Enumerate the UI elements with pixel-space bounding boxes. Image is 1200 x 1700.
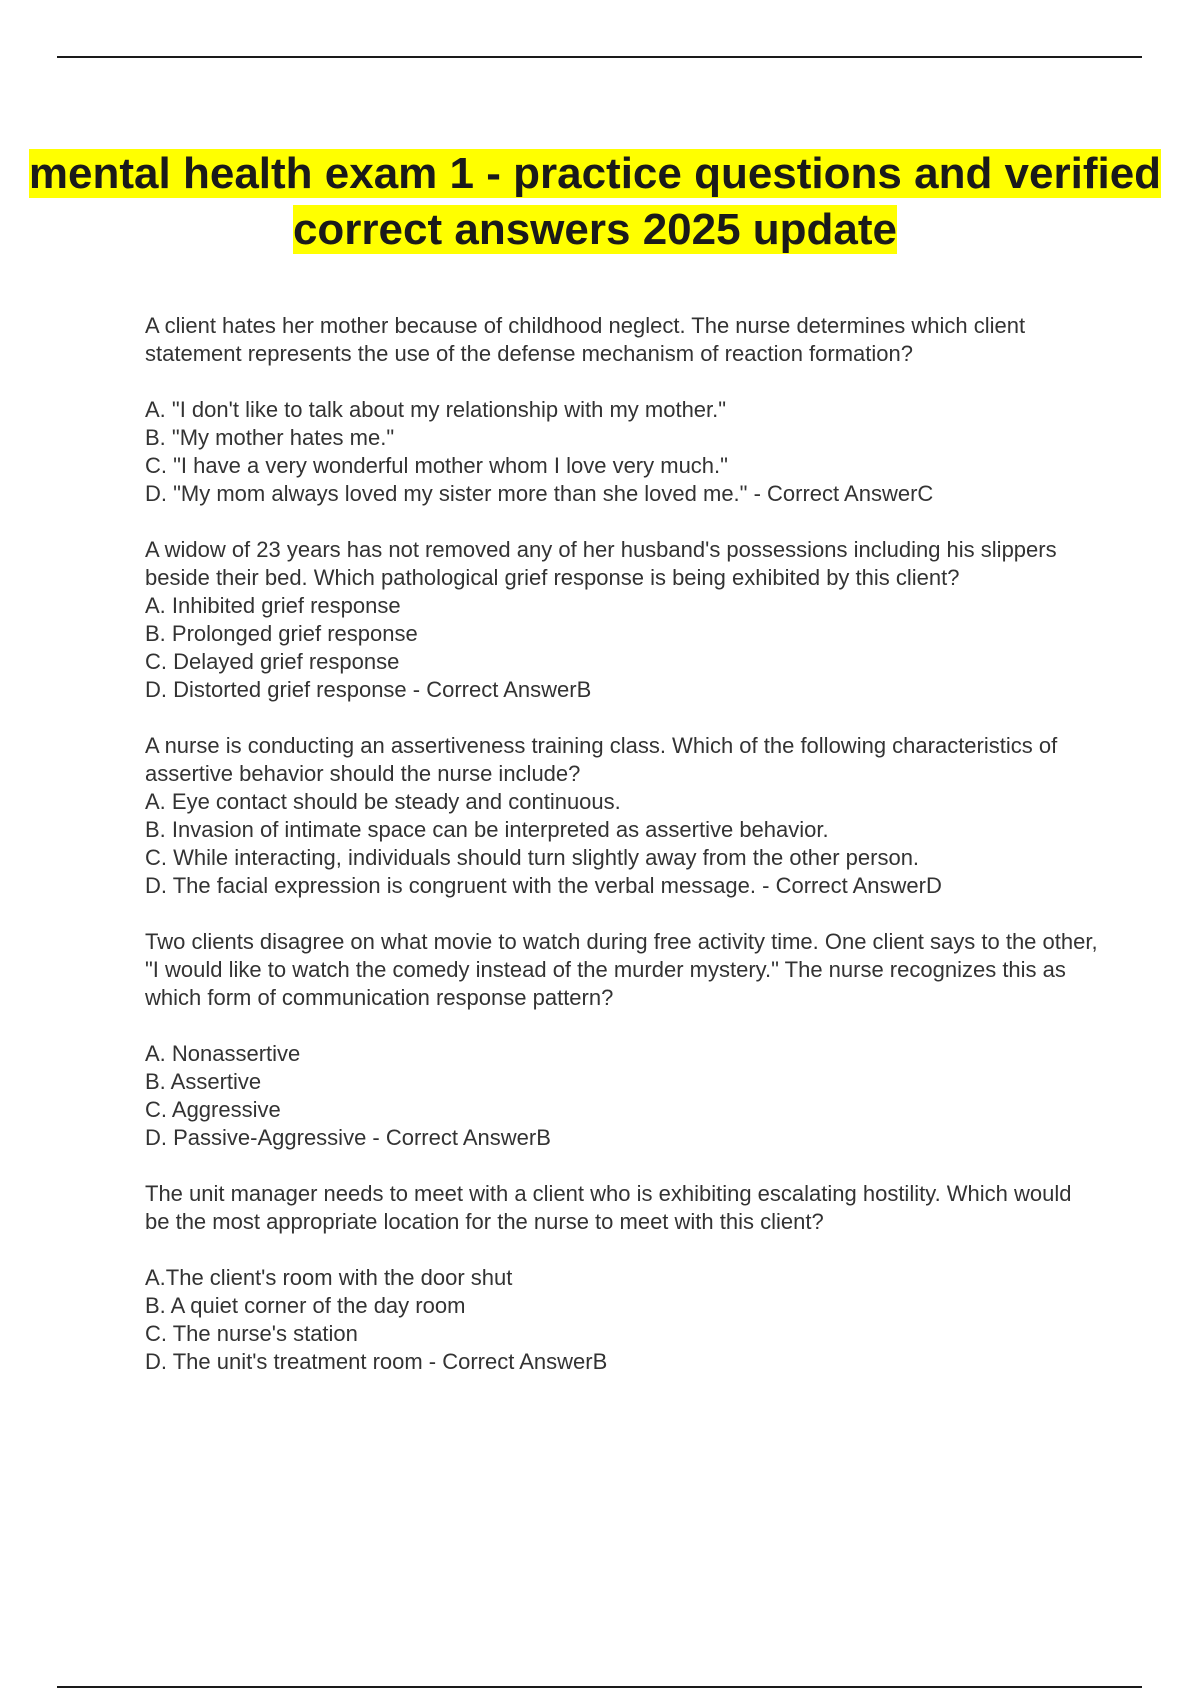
question-3 — [145, 732, 1100, 900]
question-4 — [145, 928, 1100, 1152]
answer-option-d: D. "My mom always loved my sister more than she loved me." - Correct AnswerC — [145, 481, 934, 506]
answer-option-c: C. While interacting, individuals should turn slightly away from the other person. — [145, 845, 920, 870]
question-5 — [145, 1180, 1100, 1376]
answer-option-b: B. Assertive — [145, 1069, 262, 1094]
bottom-rule — [57, 1686, 1142, 1688]
title-block — [0, 146, 1190, 258]
page-title-text: mental health exam 1 - practice questions and verified correct answers 2025 update — [28, 149, 1162, 254]
question-stem: A widow of 23 years has not removed any of her husband's possessions including his slippers beside their bed. Which pathological grief response is being exhibited by this client? — [145, 537, 1057, 590]
answer-option-a: A. "I don't like to talk about my relationship with my mother." — [145, 397, 727, 422]
answer-option-a: A. Nonassertive — [145, 1041, 301, 1066]
question-stem: The unit manager needs to meet with a client who is exhibiting escalating hostility. Which would be the most appropriate location for the nurse to meet with this client? — [145, 1181, 1072, 1234]
answer-option-c: C. Delayed grief response — [145, 649, 400, 674]
answer-option-d: D. Passive-Aggressive - Correct AnswerB — [145, 1125, 551, 1150]
answer-option-d: D. The unit's treatment room - Correct AnswerB — [145, 1349, 608, 1374]
question-stem: A client hates her mother because of childhood neglect. The nurse determines which client statement represents the use of the defense mechanism of reaction formation? — [145, 313, 1026, 366]
answer-option-d: D. The facial expression is congruent with the verbal message. - Correct AnswerD — [145, 873, 942, 898]
question-2 — [145, 536, 1100, 704]
top-rule — [57, 56, 1142, 58]
answer-option-b: B. Invasion of intimate space can be interpreted as assertive behavior. — [145, 817, 829, 842]
answer-option-a: A.The client's room with the door shut — [145, 1265, 513, 1290]
answer-option-a: A. Inhibited grief response — [145, 593, 401, 618]
page-title — [0, 146, 1190, 258]
question-stem: A nurse is conducting an assertiveness training class. Which of the following characteristics of assertive behavior should the nurse include? — [145, 733, 1058, 786]
answer-option-c: C. The nurse's station — [145, 1321, 358, 1346]
answer-option-b: B. Prolonged grief response — [145, 621, 418, 646]
answer-option-b: B. "My mother hates me." — [145, 425, 395, 450]
question-1 — [145, 312, 1100, 508]
question-list — [145, 312, 1100, 1404]
answer-option-b: B. A quiet corner of the day room — [145, 1293, 466, 1318]
answer-option-d: D. Distorted grief response - Correct AnswerB — [145, 677, 592, 702]
answer-option-c: C. Aggressive — [145, 1097, 281, 1122]
answer-option-c: C. "I have a very wonderful mother whom I love very much." — [145, 453, 728, 478]
answer-option-a: A. Eye contact should be steady and continuous. — [145, 789, 621, 814]
question-stem: Two clients disagree on what movie to watch during free activity time. One client says to the other, "I would like to watch the comedy instead of the murder mystery." The nurse recognizes this as which form of communication response pattern? — [145, 929, 1098, 1010]
